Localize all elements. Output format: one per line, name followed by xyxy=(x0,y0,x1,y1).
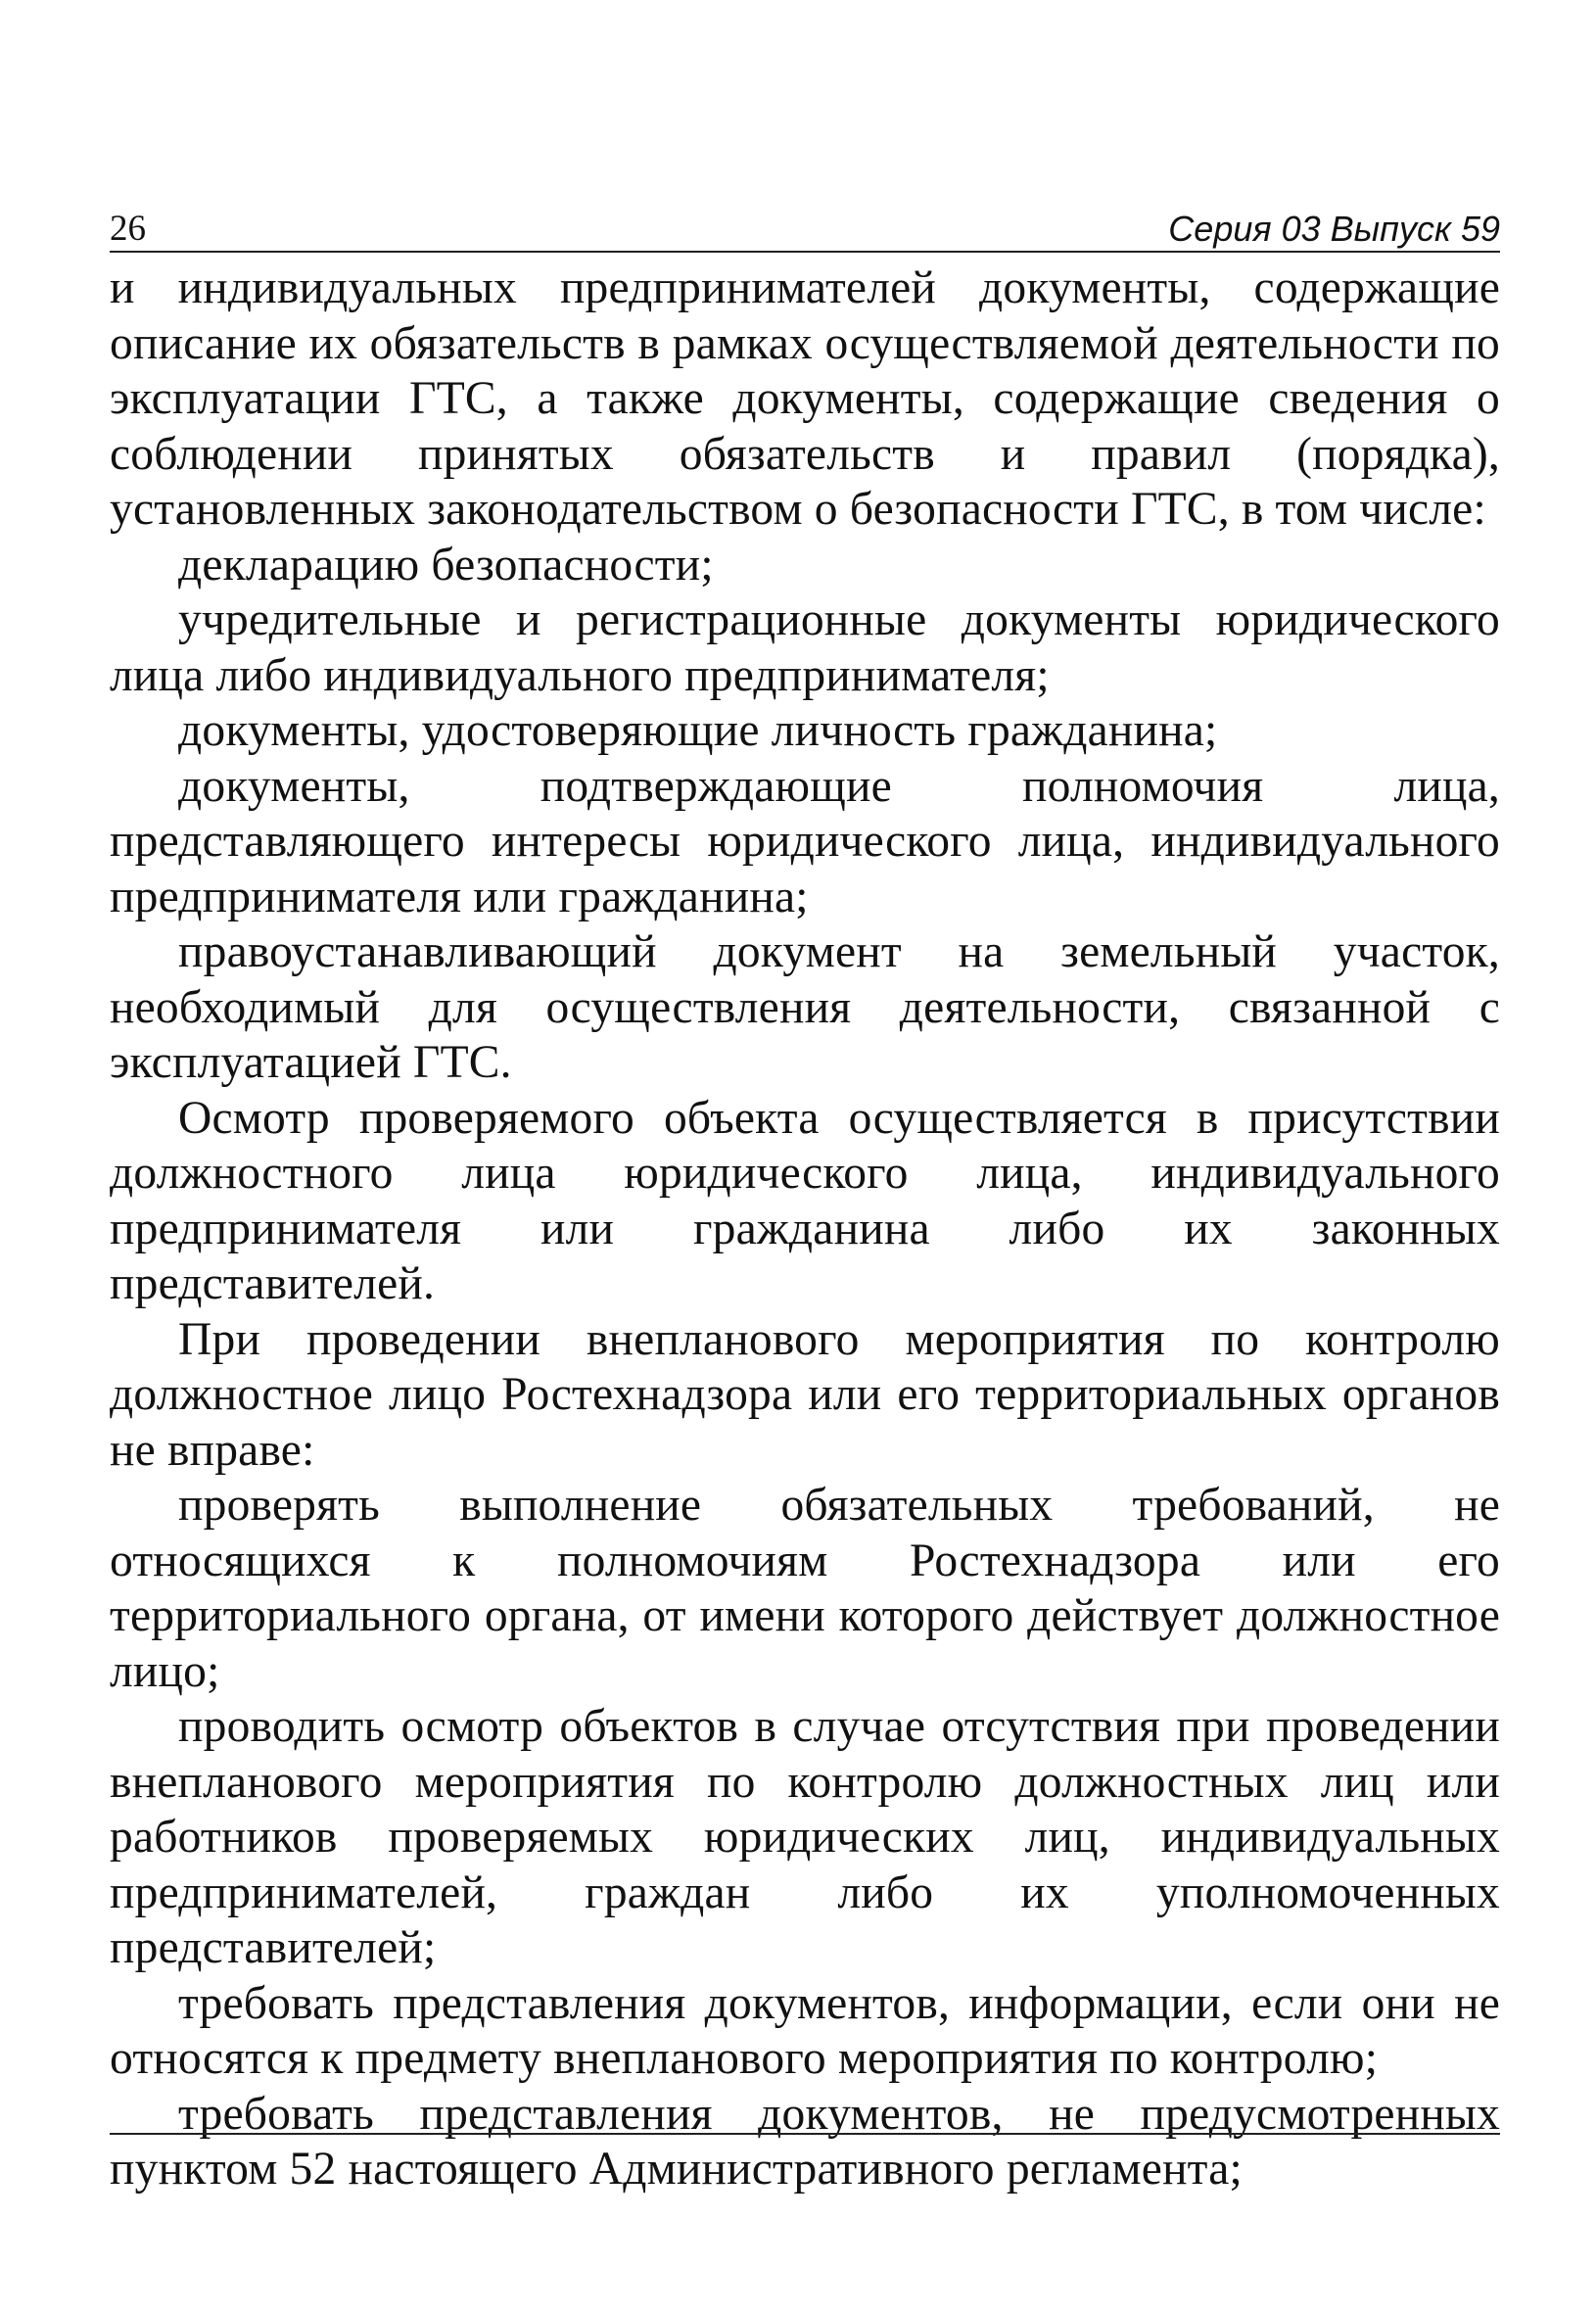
paragraph: проводить осмотр объектов в случае отсутствия при проведении внепланового мероприятия по контролю должностных лиц или работников проверяемых юридических лиц, индивидуальных предпринимателей, граждан либо их уполномоченных представителей; xyxy=(110,1701,1500,1973)
paragraph: и индивидуальных предпринимателей документы, содержащие описание их обязательств в рамках осуществляемой деятельности по эксплуатации ГТС, а также документы, содержащие сведения о соблюдении принятых обязательств и правил (порядка), установленных законодательством о безопасности ГТС, в том числе: xyxy=(110,262,1500,535)
paragraph: требовать представления документов, не предусмотренных пунктом 52 настоящего Административного регламента; xyxy=(110,2088,1500,2195)
paragraph: При проведении внепланового мероприятия по контролю должностное лицо Ростехнадзора или его территориальных органов не вправе: xyxy=(110,1313,1500,1476)
paragraph: документы, удостоверяющие личность гражданина; xyxy=(178,705,1218,756)
series-title: Серия 03 Выпуск 59 xyxy=(1168,209,1500,249)
paragraph: учредительные и регистрационные документы юридического лица либо индивидуального предпринимателя; xyxy=(110,594,1500,701)
running-header xyxy=(110,196,1500,253)
body-text xyxy=(110,260,1500,2197)
document-page xyxy=(110,196,1500,2197)
paragraph: правоустанавливающий документ на земельный участок, необходимый для осуществления деятельности, связанной с эксплуатацией ГТС. xyxy=(110,926,1500,1088)
page-number: 26 xyxy=(110,209,146,249)
footer-rule xyxy=(110,2133,1500,2135)
paragraph: документы, подтверждающие полномочия лица, представляющего интересы юридического лица, индивидуального предпринимателя или гражданина; xyxy=(110,760,1500,922)
paragraph: Осмотр проверяемого объекта осуществляется в присутствии должностного лица юридического лица, индивидуального предпринимателя или гражданина либо их законных представителей. xyxy=(110,1092,1500,1309)
paragraph: требовать представления документов, информации, если они не относятся к предмету внепланового мероприятия по контролю; xyxy=(110,1977,1500,2084)
paragraph: декларацию безопасности; xyxy=(178,539,714,590)
paragraph: проверять выполнение обязательных требований, не относящихся к полномочиям Ростехнадзора или его территориального органа, от имени которого действует должностное лицо; xyxy=(110,1480,1500,1697)
